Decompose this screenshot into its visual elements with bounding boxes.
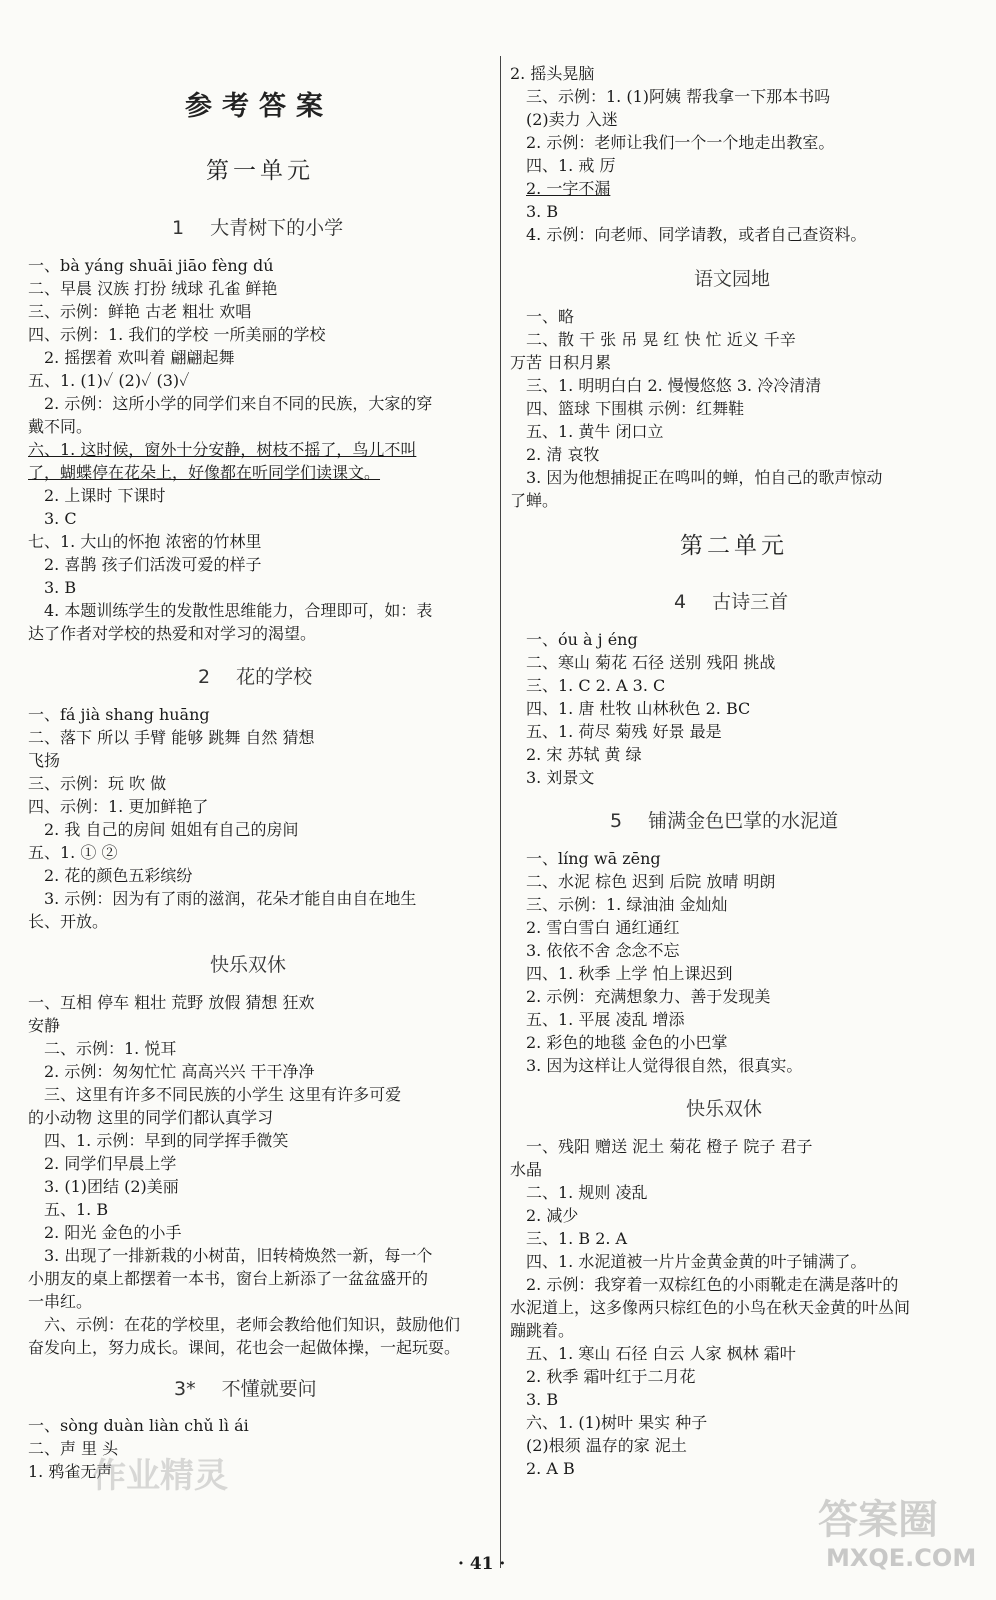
column-divider	[500, 56, 501, 1568]
answer-line: 二、寒山 菊花 石径 送别 残阳 挑战	[526, 653, 776, 672]
answer-line: 四、示例：1. 我们的学校 一所美丽的学校	[28, 325, 326, 344]
answer-line: 二、水泥 棕色 迟到 后院 放晴 明朗	[526, 872, 776, 891]
answer-line: 2. 宋 苏轼 黄 绿	[526, 745, 642, 764]
answer-line: 三、示例：玩 吹 做	[28, 774, 167, 793]
answer-line: 的小动物 这里的同学们都认真学习	[28, 1108, 274, 1127]
answer-line: 2. A B	[526, 1459, 575, 1478]
answer-line: 2. 雪白雪白 通红通红	[526, 918, 680, 937]
answer-line: 2. 秋季 霜叶红于二月花	[526, 1367, 696, 1386]
answer-line: 3. 因为他想捕捉正在鸣叫的蝉，怕自己的歌声惊动	[526, 468, 883, 487]
answer-line: 2. 摇摆着 欢叫着 翩翩起舞	[44, 348, 235, 367]
answer-line: 了，蝴蝶停在花朵上，好像都在听同学们读课文。	[28, 463, 381, 482]
answer-line: 水晶	[510, 1160, 543, 1179]
answer-line: 四、1. 唐 杜牧 山林秋色 2. BC	[526, 699, 751, 718]
watermark-url: MXQE.COM	[826, 1544, 977, 1572]
answer-line: 三、1. C 2. A 3. C	[526, 676, 666, 695]
lesson-5-title: 5 铺满金色巴掌的水泥道	[610, 810, 839, 832]
answer-line: 二、1. 规则 凌乱	[526, 1183, 648, 1202]
answer-line: 2. 上课时 下课时	[44, 486, 166, 505]
unit-1-title: 第一单元	[206, 158, 314, 184]
answer-line: 3. 刘景文	[526, 768, 595, 787]
answer-line: 4. 本题训练学生的发散性思维能力，合理即可，如：表	[44, 601, 433, 620]
answer-line: 达了作者对学校的热爱和对学习的渴望。	[28, 624, 317, 643]
weekend-section-1-title: 快乐双休	[210, 954, 287, 976]
answer-line: 飞扬	[28, 751, 61, 770]
answer-line: 安静	[28, 1016, 61, 1035]
answer-line: 一、残阳 赠送 泥土 菊花 橙子 院子 君子	[526, 1137, 813, 1156]
answer-line: 戴不同。	[28, 417, 93, 436]
answer-line: 二、早晨 汉族 打扮 绒球 孔雀 鲜艳	[28, 279, 278, 298]
lesson-4-title: 4 古诗三首	[674, 591, 789, 613]
answer-line: 一、互相 停车 粗壮 荒野 放假 猜想 狂欢	[28, 993, 315, 1012]
answer-line: 3. B	[526, 202, 559, 221]
answer-line: 二、示例：1. 悦耳	[44, 1039, 177, 1058]
answer-line: 四、1. 示例：早到的同学挥手微笑	[44, 1131, 289, 1150]
answer-line: 2. 花的颜色五彩缤纷	[44, 866, 193, 885]
answer-line: 2. 清 哀牧	[526, 445, 600, 464]
answer-line: 2. 喜鹊 孩子们活泼可爱的样子	[44, 555, 262, 574]
answer-line: 奋发向上，努力成长。课间，花也会一起做体操，一起玩耍。	[28, 1338, 461, 1357]
answer-line: 一、líng wā zēng	[526, 849, 661, 868]
answer-line: 七、1. 大山的怀抱 浓密的竹林里	[28, 532, 262, 551]
answer-line: 二、声 里 头	[28, 1439, 119, 1458]
answer-line: 六、示例：在花的学校里，老师会教给他们知识，鼓励他们	[44, 1315, 461, 1334]
answer-line: 二、散 干 张 吊 晃 红 快 忙 近义 千辛	[526, 330, 796, 349]
answer-line: 3. B	[526, 1390, 559, 1409]
unit-2-title: 第二单元	[680, 533, 788, 559]
answer-line: 2. 示例：老师让我们一个一个地走出教室。	[526, 133, 835, 152]
answer-line: 一、óu à j éng	[526, 630, 638, 649]
answer-line: 一、略	[526, 307, 575, 326]
answer-line: 五、1. 黄牛 闭口立	[526, 422, 664, 441]
lesson-2-title: 2 花的学校	[198, 666, 313, 688]
answer-line: 三、1. 明明白白 2. 慢慢悠悠 3. 冷冷清清	[526, 376, 822, 395]
page-title: 参考答案	[185, 91, 333, 122]
answer-line: 3. 示例：因为有了雨的滋润，花朵才能自由自在地生	[44, 889, 417, 908]
answer-line: 五、1. (1)✓ (2)✓ (3)✓	[28, 371, 190, 390]
answer-line: 五、1. ① ②	[28, 843, 118, 862]
answer-line: 4. 示例：向老师、同学请教，或者自己查资料。	[526, 225, 867, 244]
answer-line: 三、示例：1. 绿油油 金灿灿	[526, 895, 728, 914]
answer-line: 三、这里有许多不同民族的小学生 这里有许多可爱	[44, 1085, 402, 1104]
answer-line: 2. 一字不漏	[526, 179, 611, 198]
answer-line: 3. 出现了一排新栽的小树苗，旧转椅焕然一新，每一个	[44, 1246, 433, 1265]
answer-line: (2)卖力 入迷	[526, 110, 618, 129]
answer-line: 六、1. (1)树叶 果实 种子	[526, 1413, 708, 1432]
answer-line: 2. 示例：充满想象力、善于发现美	[526, 987, 771, 1006]
answer-line: 四、1. 戒 厉	[526, 156, 616, 175]
answer-line: 3. 因为这样让人觉得很自然，很真实。	[526, 1056, 803, 1075]
answer-line: 长、开放。	[28, 912, 109, 931]
answer-line: 一串红。	[28, 1292, 93, 1311]
answer-line: 3. 依依不舍 念念不忘	[526, 941, 680, 960]
answer-line: 水泥道上，这多像两只棕红色的小鸟在秋天金黄的叶丛间	[510, 1298, 911, 1317]
answer-line: 四、1. 水泥道被一片片金黄金黄的叶子铺满了。	[526, 1252, 867, 1271]
answer-line: 2. 示例：我穿着一双棕红色的小雨靴走在满是落叶的	[526, 1275, 899, 1294]
language-garden-title: 语文园地	[694, 268, 771, 290]
watermark-right: 答案圈	[818, 1497, 938, 1543]
lesson-1-title: 1 大青树下的小学	[172, 217, 344, 239]
answer-line: 五、1. B	[44, 1200, 109, 1219]
answer-line: (2)根须 温存的家 泥土	[526, 1436, 687, 1455]
answer-line: 五、1. 荷尽 菊残 好景 最是	[526, 722, 722, 741]
answer-line: 四、示例：1. 更加鲜艳了	[28, 797, 209, 816]
answer-line: 四、1. 秋季 上学 怕上课迟到	[526, 964, 733, 983]
answer-line: 一、fá jià shang huāng	[28, 705, 210, 724]
answer-line: 3. C	[44, 509, 77, 528]
answer-line: 3. B	[44, 578, 77, 597]
answer-line: 四、篮球 下围棋 示例：红舞鞋	[526, 399, 745, 418]
weekend-section-2-title: 快乐双休	[686, 1098, 763, 1120]
watermark-left: 作业精灵	[92, 1456, 228, 1496]
answer-line: 一、bà yáng shuāi jiāo fèng dú	[28, 256, 274, 275]
answer-line: 2. 彩色的地毯 金色的小巴掌	[526, 1033, 728, 1052]
answer-line: 小朋友的桌上都摆着一本书，窗台上新添了一盆盆盛开的	[28, 1269, 429, 1288]
page-number: · 41 ·	[458, 1554, 506, 1574]
answer-line: 2. 示例：这所小学的同学们来自不同的民族，大家的穿	[44, 394, 433, 413]
answer-line: 三、示例：1. (1)阿姨 帮我拿一下那本书吗	[526, 87, 831, 106]
answer-line: 3. (1)团结 (2)美丽	[44, 1177, 179, 1196]
answer-line: 六、1. 这时候，窗外十分安静，树枝不摇了，鸟儿不叫	[28, 440, 417, 459]
answer-line: 2. 摇头晃脑	[510, 64, 595, 83]
answer-line: 2. 减少	[526, 1206, 579, 1225]
answer-line: 2. 同学们早晨上学	[44, 1154, 177, 1173]
answer-line: 三、示例：鲜艳 古老 粗壮 欢唱	[28, 302, 252, 321]
answer-line: 一、sòng duàn liàn chǔ lì ái	[28, 1416, 249, 1435]
answer-line: 2. 示例：匆匆忙忙 高高兴兴 干干净净	[44, 1062, 315, 1081]
answer-line: 蹦跳着。	[510, 1321, 575, 1340]
answer-line: 三、1. B 2. A	[526, 1229, 628, 1248]
answer-line: 五、1. 平展 凌乱 增添	[526, 1010, 685, 1029]
answer-line: 2. 阳光 金色的小手	[44, 1223, 182, 1242]
answer-line: 2. 我 自己的房间 姐姐有自己的房间	[44, 820, 299, 839]
answer-line: 二、落下 所以 手臂 能够 跳舞 自然 猜想	[28, 728, 315, 747]
lesson-3-title: 3* 不懂就要问	[174, 1378, 317, 1400]
answer-line: 1. 鸦雀无声	[28, 1462, 113, 1481]
answer-line: 万苦 日积月累	[510, 353, 612, 372]
answer-line: 五、1. 寒山 石径 白云 人家 枫林 霜叶	[526, 1344, 796, 1363]
answer-line: 了蝉。	[510, 491, 559, 510]
